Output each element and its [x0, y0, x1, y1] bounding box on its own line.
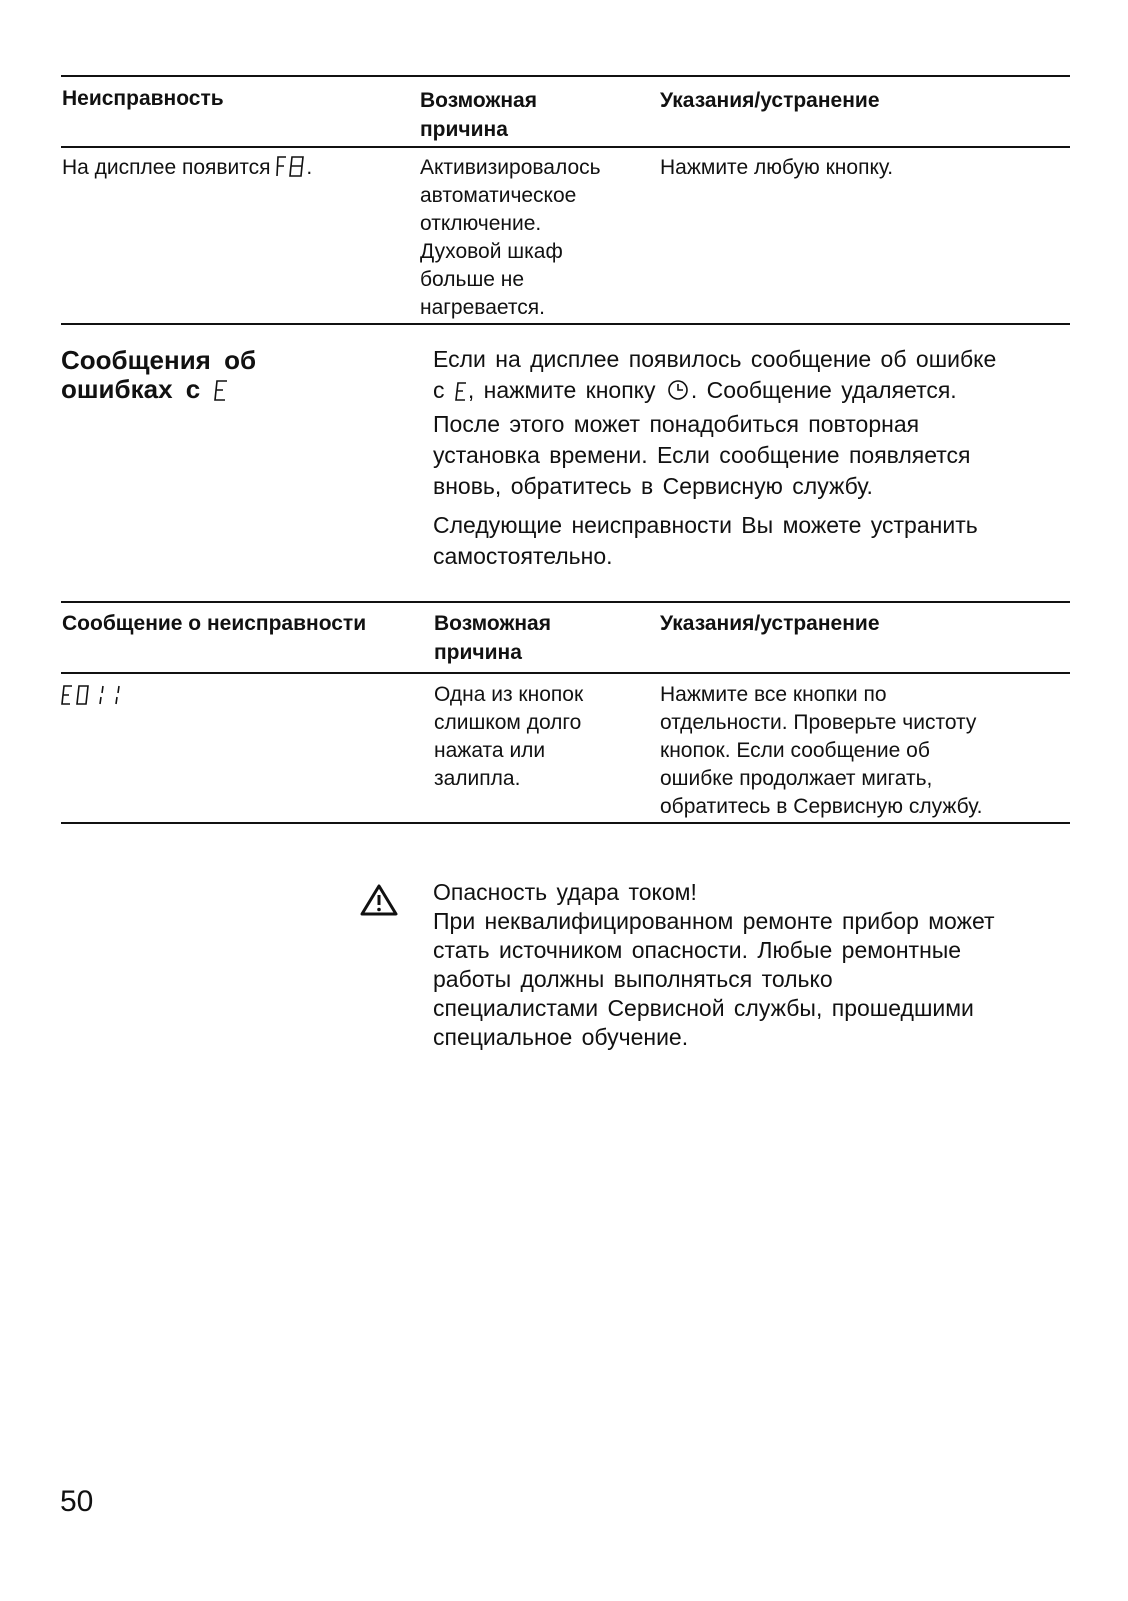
cause-line: больше не — [420, 268, 525, 291]
table2-header-remedy: Указания/устранение — [660, 612, 880, 635]
remedy-line: кнопок. Если сообщение об — [660, 739, 930, 762]
table1-header-remedy: Указания/устранение — [660, 89, 880, 112]
cause-line: Одна из кнопок — [434, 683, 584, 706]
table1-header-rule — [61, 146, 1070, 148]
warning-triangle-icon — [360, 884, 398, 921]
table2-bottom-rule — [61, 822, 1070, 824]
cause-line: залипла. — [434, 767, 521, 790]
section-heading — [61, 346, 256, 404]
fault-suffix: . — [306, 156, 313, 179]
table2-top-rule — [61, 601, 1070, 603]
table2-header-cause: Возможная причина — [434, 612, 551, 664]
section-heading-line1: Сообщения об — [61, 345, 257, 375]
table1-top-rule — [61, 75, 1070, 77]
table2-header-rule — [61, 672, 1070, 674]
table2-cause-cell — [434, 681, 583, 793]
warning-text: Опасность удара током! При неквалифицированном ремонте прибор может стать источником опасности. Любые ремонтные работы должны выполняться только специалистами Сервисной службы, прошедшими специальное обучение. — [433, 878, 1063, 1052]
table1-fault-cell — [62, 154, 312, 182]
display-code-e-inline — [454, 380, 468, 402]
table1-header-fault: Неисправность — [62, 87, 224, 110]
remedy-line: обратитесь в Сервисную службу. — [660, 795, 983, 818]
cause-line: нажата или — [434, 739, 546, 762]
table1-header-cause: Возможная причина — [420, 89, 537, 141]
cause-line: нагревается. — [420, 296, 545, 319]
display-code-f8 — [276, 154, 306, 178]
table2-code-cell — [61, 683, 125, 708]
remedy-line: ошибке продолжает мигать, — [660, 767, 933, 790]
fault-text: На дисплее появится — [62, 156, 271, 179]
clock-icon — [667, 378, 689, 409]
table1-remedy-cell: Нажмите любую кнопку. — [660, 156, 894, 179]
table1-bottom-rule — [61, 323, 1070, 325]
page-number: 50 — [60, 1485, 94, 1518]
warning-title: Опасность удара током! — [433, 879, 697, 905]
remedy-line: Нажмите все кнопки по — [660, 683, 887, 706]
cause-line: Духовой шкаф — [420, 240, 563, 263]
cause-line: слишком долго — [434, 711, 582, 734]
cause-line: автоматическое — [420, 184, 577, 207]
cause-line: отключение. — [420, 212, 542, 235]
display-code-e011 — [61, 683, 125, 707]
remedy-line: отдельности. Проверьте чистоту — [660, 711, 977, 734]
display-code-e — [213, 378, 229, 402]
table1-cause-cell — [420, 154, 601, 322]
section-paragraph-2: Следующие неисправности Вы можете устранить самостоятельно. — [433, 512, 978, 569]
section-heading-line2: ошибках с — [61, 375, 256, 404]
section-paragraph-1: Если на дисплее появилось сообщение об ошибке с , нажмите кнопку . Сообщение удаляется. После этого может понадобиться повторная установка времени. Если сообщение появляется вновь, обратитесь в Сервисную службу. — [433, 346, 997, 499]
table2-header-message: Сообщение о неисправности — [62, 612, 367, 635]
table2-remedy-cell — [660, 681, 982, 821]
cause-line: Активизировалось — [420, 156, 601, 179]
